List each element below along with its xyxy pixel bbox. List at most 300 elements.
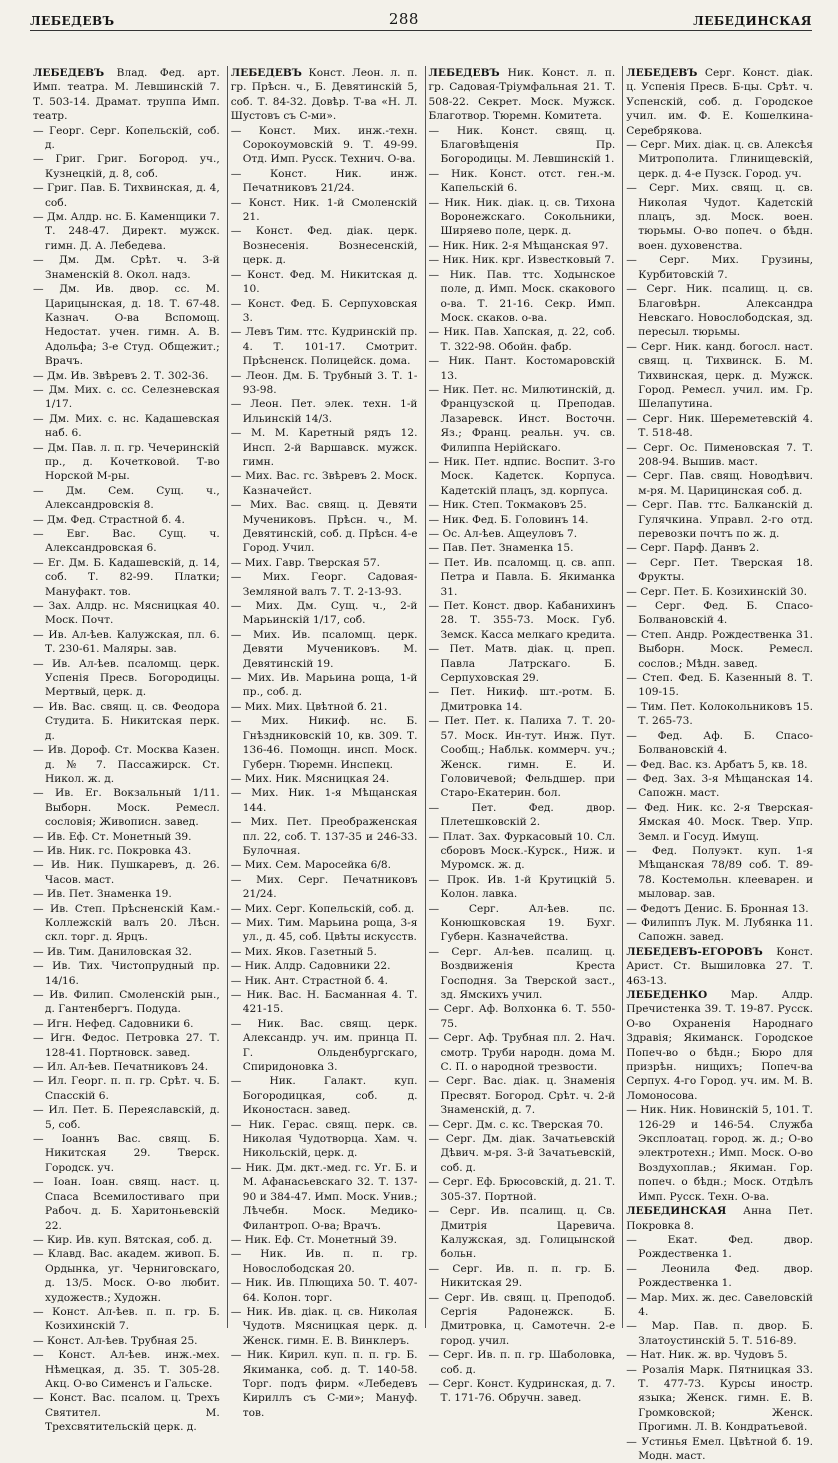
directory-entry (429, 1291, 616, 1349)
directory-entry (429, 1377, 616, 1406)
entry-text: — Серг. Пав. ттс. Балканскій д. Гулячкина. Управл. 2-го отд. перевозки почтъ по ж. д. (626, 499, 813, 540)
entry-text: — Серг. Ив. свящ. ц. Преподоб. Сергія Радонежск. Б. Дмитровка, ц. Самотечн. 2-е город. учил. (428, 1291, 616, 1347)
directory-entry (626, 1262, 813, 1291)
entry-text: — Пет. Матв. діак. ц. преп. Павла Латрскаго. Б. Серпуховская 29. (428, 643, 616, 685)
entry-text: — Фед. Вас. кз. Арбатъ 5, кв. 18. (626, 758, 808, 771)
entry-text: — Серг. Аф. Трубная пл. 2. Нач. смотр. Труби народн. дома М. С. П. о народной трезвости. (428, 1032, 616, 1074)
entry-text: — Ник. Ник. діак. ц. св. Тихона Воронежскаго. Сокольники, Ширяево поле, церк. д. (428, 196, 616, 238)
entry-text: — Ник. Ант. Страстной б. 4. (230, 974, 388, 987)
directory-entry (626, 801, 813, 844)
directory-entry (626, 498, 813, 541)
directory-entry (626, 1204, 813, 1233)
entry-text: — Серг. Пет. Б. Козихинскій 30. (626, 585, 808, 598)
entry-text: — Конст. Ал-ѣев. инж.-мех. Нѣмецкая, д. 35. Т. 305-28. Акц. О-во Сименсъ и Гальске. (33, 1349, 220, 1390)
directory-entry (626, 585, 813, 599)
directory-entry (429, 1002, 616, 1031)
entry-text: — Леон. Дм. Б. Трубный 3. Т. 1-93-98. (230, 369, 418, 396)
entry-text: — Конст. Мих. инж.-техн. Сорокоумовскій 9. Т. 49-99. Отд. Имп. Русск. Технич. О-ва. (230, 124, 418, 166)
directory-entry (231, 959, 418, 973)
entry-text: — Серг. Ник. канд. богосл. наст. свящ. ц. Тихвинск. Б. М. Тихвинская, церк. д. Мужск. Город. Ремесл. учил. им. Гр. Шелапутина. (626, 340, 813, 411)
directory-entry (626, 758, 813, 772)
entry-text: — Конст. Фед. Б. Серпуховская 3. (230, 297, 418, 324)
entry-text: Анна Пет. Покровка 8. (626, 1205, 813, 1232)
directory-entry (33, 66, 220, 124)
entry-text: — Серг. Вас. діак. ц. Знаменія Пресвят. Богород. Срѣт. ч. 2-й Знаменскій, д. 7. (428, 1075, 616, 1117)
entry-text: — М. М. Каретный рядъ 12. Инсп. 2-й Варшавск. мужск. гимн. (230, 427, 418, 468)
directory-entry (231, 714, 418, 772)
column-4 (622, 66, 816, 1462)
entry-text: — Серг. Мих. Грузины, Курбитовскій 7. (626, 254, 813, 281)
entry-text: — Клавд. Вас. академ. живоп. Б. Ордынка, уг. Черниговскаго, д. 13/5. Моск. О-во любит. художеств.; Художн. (33, 1248, 220, 1304)
directory-entry (33, 844, 220, 858)
entry-text: — Мих. Вас. свящ. ц. Девяти Мучениковъ. Прѣсн. ч., М. Девятинскій, соб. д. Прѣсн. 4-е Город. Учил. (230, 499, 418, 555)
entry-text: — Серг. Дм. с. кс. Тверская 70. (428, 1118, 604, 1131)
directory-entry (429, 513, 616, 527)
directory-entry (231, 628, 418, 671)
directory-entry (231, 124, 418, 167)
directory-entry (429, 1175, 616, 1204)
directory-entry (626, 1348, 813, 1362)
entry-text: — Григ. Григ. Богород. уч., Кузнецкій, д. 8, соб. (33, 153, 220, 180)
entry-text: — Кир. Ив. куп. Вятская, соб. д. (33, 1233, 213, 1246)
directory-entry (33, 556, 220, 599)
entry-text: — Георг. Серг. Копельскій, соб. д. (33, 124, 220, 152)
entry-text: — Серг. Мих. свящ. ц. св. Николая Чудот. Кадетскій плацъ, зд. Моск. воен. тюрьмы. О-во попеч. о бѣдн. воен. духовенства. (626, 182, 813, 252)
directory-entry (33, 700, 220, 743)
entry-text: — Ив. Тим. Даниловская 32. (33, 945, 192, 958)
directory-entry (626, 902, 813, 916)
surname-heading: ЛЕБЕДЕВЪ (33, 67, 105, 79)
directory-entry (231, 815, 418, 858)
entry-text: — Ег. Дм. Б. Кадашевскій, д. 14, соб. Т. 82-99. Платки; Мануфакт. тов. (33, 556, 220, 598)
directory-entry (33, 887, 220, 901)
entry-text: — Мих. Ник. 1-я Мѣщанская 144. (230, 787, 418, 814)
entry-text: — Ив. Дороф. Ст. Москва Казен. д. № 7. Пассажирск. Ст. Никол. ж. д. (33, 744, 220, 785)
directory-entry (626, 772, 813, 801)
directory-entry (231, 66, 418, 124)
entry-text: — Мих. Георг. Садовая-Земляной валъ 7. Т. 2-13-93. (230, 571, 418, 598)
directory-entry (429, 239, 616, 253)
entry-text: — Мих. Серг. Печатниковъ 21/24. (230, 873, 418, 901)
directory-entry (626, 599, 813, 628)
entry-text: — Фед. Полуэкт. куп. 1-я Мѣщанская 78/89 соб. Т. 89-78. Костемольн. клееварен. и мыловар. зав. (626, 844, 813, 901)
directory-entry (429, 1132, 616, 1175)
directory-entry (429, 599, 616, 642)
directory-entry (33, 152, 220, 181)
directory-entry (33, 657, 220, 700)
directory-entry (231, 786, 418, 815)
entry-text: — Серг. Ник. Шереметевскій 4. Т. 518-48. (626, 412, 813, 440)
entry-text: — Пет. Фед. двор. Плетешковскій 2. (428, 801, 616, 829)
directory-entry (626, 1435, 813, 1463)
directory-entry (626, 1233, 813, 1262)
directory-entry (231, 196, 418, 225)
directory-entry (429, 1118, 616, 1132)
entry-text: — Іоан. Іоан. свящ. наст. ц. Спаса Всемилостиваго при Рабоч. д. Б. Харитоньевскій 22. (33, 1176, 220, 1232)
directory-entry (33, 181, 220, 210)
directory-entry (33, 830, 220, 844)
directory-entry (626, 282, 813, 340)
entry-text: — Тим. Пет. Колокольниковъ 15. Т. 265-73. (626, 700, 813, 728)
entry-text: — Мих. Вас. гс. Звѣревъ 2. Моск. Казначейст. (230, 470, 418, 497)
directory-entry (231, 426, 418, 469)
entry-text: — Ив. Еф. Ст. Монетный 39. (33, 830, 192, 843)
directory-entry (429, 902, 616, 945)
directory-entry (33, 369, 220, 383)
entry-text: — Пет. Ив. псаломщ. ц. св. апп. Петра и Павла. Б. Якиманка 31. (428, 556, 616, 598)
directory-entry (626, 628, 813, 671)
entry-text: — Степ. Фед. Б. Казенный 8. Т. 109-15. (626, 672, 813, 699)
directory-entry (231, 1017, 418, 1075)
entry-text: — Ник. Ник. Новинскій 5, 101. Т. 126-29 и 146-54. Служба Эксплоатац. город. ж. д.; О-во электротехн.; Имп. Моск. О-во Воздухоплав.; Якиман. Гор. попеч. о бѣдн.; Моск. Отдѣлъ Имп. Русск. Техн. О-ва. (626, 1104, 813, 1203)
directory-entry (33, 1017, 220, 1031)
directory-entry (231, 1161, 418, 1233)
entry-text: — Конст. Ал-ѣев. Трубная 25. (33, 1334, 198, 1347)
entry-text: — Ив. Вас. свящ. ц. св. Феодора Студита. Б. Никитская перк. д. (33, 700, 220, 742)
entry-text: — Ник. Пав. Хапская, д. 22, соб. Т. 322-98. Обойн. фабр. (428, 326, 616, 353)
header-left-word: ЛЕБЕДЕВЪ (30, 14, 115, 28)
directory-entry (626, 556, 813, 585)
entry-text: — Серг. Фед. Б. Спасо-Болвановскій 4. (626, 600, 813, 627)
directory-entry (33, 959, 220, 988)
directory-entry (231, 224, 418, 267)
entry-text: — Ник. Пав. ттс. Ходынское поле, д. Имп. Моск. скакового о-ва. Т. 21-16. Секр. Имп. Моск. скаков. о-ва. (428, 268, 616, 324)
directory-entry (429, 1074, 616, 1117)
entry-text: — Ос. Ал-ѣев. Ащеуловъ 7. (428, 528, 578, 540)
entry-text: — Конст. Фед. М. Никитская д. 10. (230, 268, 418, 296)
directory-entry (429, 1348, 616, 1377)
directory-entry (231, 167, 418, 196)
entry-text: — Ник. Пант. Костомаровскій 13. (428, 355, 616, 382)
directory-entry (33, 743, 220, 786)
directory-entry (231, 916, 418, 945)
directory-entry (429, 455, 616, 498)
directory-entry (33, 599, 220, 628)
directory-entry (429, 66, 616, 124)
entry-text: Ник. Конст. л. п. гр. Садовая-Тріумфальная 21. Т. 508-22. Секрет. Моск. Мужск. Благотвор. Тюремн. Комитета. (428, 67, 616, 123)
directory-entry (429, 253, 616, 267)
entry-text: — Ив. Тих. Чистопрудный пр. 14/16. (33, 960, 220, 987)
directory-entry (33, 412, 220, 441)
entry-text: — Пет. Конст. двор. Кабанихинъ 28. Т. 355-73. Моск. Губ. Земск. Касса мелкаго кредита. (428, 600, 616, 641)
entry-text: — Ив. Пет. Знаменка 19. (33, 888, 172, 901)
directory-entry (33, 383, 220, 412)
entry-text: — Мих. Серг. Копельскій, соб. д. (230, 902, 415, 915)
directory-entry (429, 556, 616, 599)
entry-text: — Ник. Вас. свящ. церк. Александр. уч. им. принца П. Г. Ольденбургскаго, Спиридоновка 3. (230, 1017, 418, 1074)
directory-entry (429, 354, 616, 383)
entry-text: — Серг. Ал-ѣев. псалищ. ц. Воздвиженія Креста Господня. За Тверской заст., зд. Ямскихъ учил. (428, 945, 616, 1001)
directory-entry (429, 383, 616, 455)
directory-entry (33, 786, 220, 829)
entry-text: — Ник. Ив. діак. ц. св. Николая Чудотв. Мясницкая церк. д. Женск. гимн. Е. В. Винклеръ. (230, 1305, 418, 1347)
entry-text: — Серг. Ив. п. п. гр. Б. Никитская 29. (428, 1262, 616, 1290)
entry-text: — Мар. Мих. ж. дес. Савеловскій 4. (626, 1291, 813, 1318)
directory-entry (231, 1276, 418, 1305)
directory-entry (429, 945, 616, 1003)
directory-entry (33, 1132, 220, 1175)
entry-text: — Ив. Ег. Вокзальный 1/11. Выборн. Моск. Ремесл. сословія; Живописн. завед. (33, 787, 220, 829)
directory-entry (231, 1348, 418, 1420)
entry-text: — Мих. Ник. Мясницкая 24. (230, 772, 390, 785)
entry-text: — Ник. Еф. Ст. Монетный 39. (230, 1233, 398, 1246)
entry-text: — Ник. Галакт. куп. Богородицкая, соб. д. Иконостасн. завед. (230, 1075, 418, 1117)
entry-text: — Федотъ Денис. Б. Бронная 13. (626, 902, 809, 915)
entry-text: — Конст. Ник. 1-й Смоленскій 21. (230, 196, 418, 224)
entry-text: — Серг. Аф. Волхонка 6. Т. 550-75. (428, 1003, 616, 1030)
page-number: 288 (388, 10, 419, 28)
entry-text: — Игн. Федос. Петровка 27. Т. 128-41. Портновск. завед. (33, 1032, 220, 1059)
entry-text: — Евг. Вас. Сущ. ч. Александровская 6. (33, 528, 220, 555)
entry-text: — Мих. Дм. Сущ. ч., 2-й Марьинскій 1/17, соб. (230, 600, 418, 627)
entry-text: — Пет. Пет. к. Палиха 7. Т. 20-57. Моск. Ин-тут. Инж. Пут. Сообщ.; Набльк. коммерч. уч.; Женск. гимн. Е. И. Головичевой; Фельдшер. при Старо-Екатерин. бол. (428, 715, 616, 800)
entry-text: — Устинья Емел. Цвѣтной б. 19. Модн. маст. (626, 1435, 813, 1462)
entry-text: — Конст. Вас. псалом. ц. Трехъ Святител. М. Трехсвятительскій церк. д. (33, 1392, 220, 1434)
entry-text: — Дм. Сем. Сущ. ч., Александровскія 8. (33, 484, 220, 512)
directory-entry (33, 1031, 220, 1060)
entry-text: — Серг. Ив. псалищ. ц. Св. Дмитрія Царевича. Калужская, зд. Голицынской больн. (428, 1205, 616, 1261)
directory-entry (33, 1334, 220, 1348)
directory-entry (429, 1262, 616, 1291)
columns-container (30, 66, 816, 1462)
directory-entry (626, 700, 813, 729)
entry-text: — Серг. Мих. діак. ц. св. Алексѣя Митрополита. Глинищевскій, церк. д. 4-е Пузск. Город. уч. (626, 139, 813, 180)
entry-text: — Ник. Конст. свящ. ц. Благовѣщенія Пр. Богородицы. М. Левшинскій 1. (428, 124, 616, 166)
entry-text: — Ник. Ник. 2-я Мѣщанская 97. (428, 239, 609, 252)
entry-text: — Мих. Ив. Марьина роща, 1-й пр., соб. д. (230, 672, 418, 699)
directory-entry (231, 858, 418, 872)
directory-entry (429, 642, 616, 685)
directory-entry (33, 1103, 220, 1132)
entry-text: Влад. Фед. арт. Имп. театра. М. Левшинскій 7. Т. 503-14. Драмат. труппа Имп. театр. (33, 67, 220, 123)
entry-text: — Левъ Тим. ттс. Кудринскій пр. 4. Т. 101-17. Смотрит. Прѣсненск. Полицейск. дома. (230, 326, 418, 368)
entry-text: — Екат. Фед. двор. Рождественка 1. (626, 1233, 813, 1261)
entry-text: — Дм. Мих. с. сс. Селезневская 1/17. (33, 383, 220, 411)
entry-text: — Ив. Филип. Смоленскій рын., д. Гантенбергъ. Подуда. (33, 989, 220, 1016)
directory-entry (33, 527, 220, 556)
entry-text: — Ник. Ив. Плющиха 50. Т. 407-64. Колон. торг. (230, 1277, 418, 1304)
entry-text: — Ник. Фед. Б. Головинъ 14. (428, 513, 589, 526)
directory-entry (626, 1103, 813, 1204)
directory-entry (626, 253, 813, 282)
directory-entry (231, 772, 418, 786)
directory-entry (231, 700, 418, 714)
entry-text: — Фед. Ник. кс. 2-я Тверская-Ямская 40. Моск. Твер. Упр. Земл. и Госуд. Имущ. (626, 801, 813, 843)
entry-text: — Розалія Марк. Пятницкая 33. Т. 477-73. Курсы иностр. языка; Женск. гимн. Е. В. Громковской; Женск. Прогимн. Л. В. Кондратьевой. (626, 1363, 813, 1434)
entry-text: — Ник. Дм. дкт.-мед. гс. Уг. Б. и М. Афанасьевскаго 32. Т. 137-90 и 384-47. Имп. Моск. Унив.; Лѣчебн. Моск. Медико-Филантроп. О-ва; Врачъ. (230, 1161, 418, 1232)
surname-heading: ЛЕБЕДЕВЪ (626, 67, 698, 79)
entry-text: — Дм. Ив. Звѣревъ 2. Т. 302-36. (33, 369, 209, 382)
directory-entry (33, 124, 220, 153)
entry-text: — Степ. Андр. Рождественка 31. Выборн. Моск. Ремесл. сослов.; Мѣдн. завед. (626, 628, 813, 670)
directory-entry (626, 1291, 813, 1320)
entry-text: — Ив. Степ. Прѣсненскій Кам.-Коллежскій валъ 20. Лѣсн. скл. торг. д. Ярцъ. (33, 902, 220, 944)
header-right-word: ЛЕБЕДИНСКАЯ (693, 14, 812, 28)
directory-entry (626, 916, 813, 945)
entry-text: — Зах. Алдр. нс. Мясницкая 40. Моск. Почт. (33, 600, 220, 627)
entry-text: — Нат. Ник. ж. вр. Чудовъ 5. (626, 1349, 788, 1362)
entry-text: — Мих. Гавр. Тверская 57. (230, 556, 380, 569)
directory-entry (33, 253, 220, 282)
directory-entry (626, 181, 813, 253)
directory-entry (231, 369, 418, 398)
surname-heading: ЛЕБЕДЕВЪ (428, 67, 500, 79)
entry-text: — Серг. Парф. Данвъ 2. (626, 542, 760, 555)
directory-entry (231, 1247, 418, 1276)
directory-entry (33, 1305, 220, 1334)
directory-entry (33, 210, 220, 253)
directory-entry (231, 498, 418, 556)
directory-entry (33, 1247, 220, 1305)
directory-entry (626, 945, 813, 988)
entry-text: — Филиппъ Лук. М. Лубянка 11. Сапожн. завед. (626, 916, 813, 944)
entry-text: — Серг. Конст. Кудринская, д. 7. Т. 171-76. Обручн. завед. (428, 1377, 616, 1405)
directory-entry (429, 527, 616, 541)
entry-text: — Серг. Ник. псалищ. ц. св. Благовѣрн. Александра Невскаго. Новослободская, зд. пересыл. тюрьмы. (626, 283, 813, 339)
directory-entry (231, 1305, 418, 1348)
entry-text: — Фед. Аф. Б. Спасо-Болвановскій 4. (626, 729, 813, 757)
directory-entry (626, 66, 813, 138)
column-3 (425, 66, 619, 1405)
directory-entry (33, 945, 220, 959)
entry-text: Серг. Конст. діак. ц. Успенія Пресв. Б-цы. Срѣт. ч. Успенскій, соб. д. Городское учил. им. Ф. Е. Кошелкина-Серебрякова. (626, 67, 813, 137)
entry-text: — Мих. Пет. Преображенская пл. 22, соб. Т. 137-35 и 246-33. Булочная. (230, 816, 418, 857)
directory-entry (231, 325, 418, 368)
directory-entry (231, 902, 418, 916)
directory-entry (33, 1074, 220, 1103)
directory-entry (429, 167, 616, 196)
entry-text: — Дм. Дм. Срѣт. ч. 3-й Знаменскій 8. Окол. надз. (33, 254, 220, 281)
entry-text: — Серг. Пав. свящ. Новодѣвич. м-ря. М. Царицинская соб. д. (626, 470, 813, 497)
entry-text: — Ник. Алдр. Садовники 22. (230, 960, 391, 973)
entry-text: — Мих. Никиф. нс. Б. Гнѣздниковскій 10, кв. 309. Т. 136-46. Помощн. инсп. Моск. Губерн. Тюремн. Инспекц. (230, 715, 418, 771)
entry-text: — Дм. Фед. Страстной б. 4. (33, 513, 185, 526)
directory-entry (33, 858, 220, 887)
entry-text: — Плат. Зах. Фуркасовый 10. Сл. сборовъ Моск.-Курск., Ниж. и Муромск. ж. д. (428, 830, 616, 872)
entry-text: — Ник. Ник. крг. Известковый 7. (428, 254, 615, 267)
entry-text: — Дм. Алдр. нс. Б. Каменщики 7. Т. 248-47. Директ. мужск. гимн. Д. А. Лебедева. (33, 211, 220, 252)
entry-text: — Мих. Яков. Газетный 5. (230, 945, 377, 958)
directory-entry (33, 513, 220, 527)
entry-text: — Ник. Пет. ндпис. Воспит. 3-го Моск. Кадетск. Корпуса. Кадетскій плацъ, зд. корпуса. (428, 455, 616, 497)
surname-heading: ЛЕБЕДЕВЪ-ЕГОРОВЪ (626, 945, 763, 958)
directory-entry (231, 469, 418, 498)
directory-entry (626, 671, 813, 700)
directory-entry (231, 268, 418, 297)
directory-entry (33, 282, 220, 368)
entry-text: — Ил. Ал-ѣев. Печатниковъ 24. (33, 1061, 209, 1074)
directory-entry (231, 556, 418, 570)
running-header (30, 6, 812, 31)
entry-text: — Конст. Фед. діак. церк. Вознесенія. Вознесенскій, церк. д. (230, 225, 418, 267)
directory-entry (429, 498, 616, 512)
entry-text: — Ив. Ал-ѣев. псаломщ. церк. Успенія Пресв. Богородицы. Мертвый, церк. д. (33, 657, 220, 699)
entry-text: — Мих. Мих. Цвѣтной б. 21. (230, 700, 388, 713)
directory-entry (231, 397, 418, 426)
directory-entry (231, 1074, 418, 1117)
entry-text: Мар. Алдр. Пречистенка 39. Т. 19-87. Русск. О-во Охраненія Народнаго Здравія; Якиманск. Городское Попеч-во о бѣдн.; Бюро для призрѣн. нищихъ; Попеч-ва Серпух. 4-го Город. уч. им. М. В. Ломоносова. (626, 989, 813, 1102)
entry-text: — Серг. Ос. Пименовская 7. Т. 208-94. Вышив. маст. (626, 441, 813, 468)
entry-text: — Ив. Ник. Пушкаревъ, д. 26. Часов. маст. (33, 859, 220, 886)
entry-text: — Іоаннъ Вас. свящ. Б. Никитская 29. Тверск. Городск. уч. (33, 1133, 220, 1174)
directory-entry (429, 1031, 616, 1074)
entry-text: — Пет. Никиф. шт.-ротм. Б. Дмитровка 14. (428, 686, 616, 713)
directory-entry (231, 570, 418, 599)
directory-entry (231, 873, 418, 902)
directory-entry (33, 628, 220, 657)
directory-entry (33, 1175, 220, 1233)
directory-entry (429, 268, 616, 326)
entry-text: — Дм. Пав. л. п. гр. Чечеринскій пр., д. Кочетковой. Т-во Норской М-ры. (33, 441, 220, 483)
entry-text: — Серг. Пет. Тверская 18. Фрукты. (626, 556, 813, 584)
directory-entry (429, 1204, 616, 1262)
directory-entry (231, 1233, 418, 1247)
entry-text: — Дм. Ив. двор. сс. М. Царицынская, д. 18. Т. 67-48. Казнач. О-ва Вспомощ. Недостат. учен. гимн. А. В. Адольфа; 3-е Студ. Общежит.; Врачъ. (33, 283, 220, 368)
entry-text: — Ил. Пет. Б. Переяславскій, д. 5, соб. (33, 1104, 220, 1131)
surname-heading: ЛЕБЕДЕНКО (626, 989, 708, 1001)
entry-text: — Мар. Пав. п. двор. Б. Златоустинскій 5. Т. 516-89. (626, 1320, 813, 1347)
entry-text: — Ник. Ив. п. п. гр. Новослободская 20. (230, 1248, 418, 1275)
entry-text: — Дм. Мих. с. нс. Кадашевская наб. 6. (33, 412, 220, 440)
entry-text: — Леон. Пет. элек. техн. 1-й Ильинскій 14/3. (230, 398, 418, 425)
directory-entry (231, 1118, 418, 1161)
directory-entry (626, 844, 813, 902)
directory-entry (626, 441, 813, 470)
entry-text: — Ник. Герас. свящ. перк. св. Николая Чудотворца. Хам. ч. Никольскій, церк. д. (230, 1118, 418, 1160)
entry-text: — Пав. Пет. Знаменка 15. (428, 542, 574, 555)
directory-entry (429, 714, 616, 800)
entry-text: — Ив. Ник. гс. Покровка 43. (33, 844, 192, 857)
entry-text: — Ив. Ал-ѣев. Калужская, пл. 6. Т. 230-61. Маляры. зав. (33, 628, 220, 656)
directory-entry (33, 1060, 220, 1074)
directory-entry (33, 1391, 220, 1434)
entry-text: — Ил. Георг. п. п. гр. Срѣт. ч. Б. Спасскій 6. (33, 1075, 220, 1102)
entry-text: Конст. Арист. Ст. Вышиловка 27. Т. 463-13. (626, 945, 813, 987)
directory-entry (626, 469, 813, 498)
entry-text: — Серг. Еф. Брюсовскій, д. 21. Т. 305-37. Портной. (428, 1176, 616, 1203)
column-1 (30, 66, 223, 1434)
entry-text: — Мих. Тим. Марьина роща, 3-я ул., д. 45, соб. Цвѣты искусств. (230, 916, 418, 944)
entry-text: — Конст. Ник. инж. Печатниковъ 21/24. (230, 167, 418, 195)
directory-entry (626, 729, 813, 758)
directory-entry (626, 1363, 813, 1435)
directory-entry (626, 1319, 813, 1348)
directory-entry (429, 801, 616, 830)
directory-entry (33, 1233, 220, 1247)
entry-text: — Серг. Ал-ѣев. пс. Конюшковская 19. Бухг. Губерн. Казначейства. (428, 902, 616, 944)
directory-entry (33, 902, 220, 945)
directory-entry (429, 873, 616, 902)
directory-entry (626, 541, 813, 555)
directory-entry (429, 541, 616, 555)
entry-text: — Ник. Степ. Токмаковъ 25. (428, 499, 587, 512)
directory-entry (429, 124, 616, 167)
entry-text: — Конст. Ал-ѣев. п. п. гр. Б. Козихинскій 7. (33, 1305, 220, 1333)
directory-entry (626, 138, 813, 181)
directory-entry (33, 441, 220, 484)
directory-entry (231, 671, 418, 700)
entry-text: — Григ. Пав. Б. Тихвинская, д. 4, соб. (33, 182, 220, 209)
directory-entry (429, 685, 616, 714)
entry-text: — Ник. Кирил. куп. п. п. гр. Б. Якиманка, соб. д. Т. 140-58. Торг. подъ фирм. «Лебедевъ Кириллъ съ С-ми»; Мануф. тов. (230, 1349, 418, 1419)
directory-entry (33, 484, 220, 513)
entry-text: — Мих. Сем. Маросейка 6/8. (230, 859, 391, 872)
directory-entry (429, 325, 616, 354)
directory-entry (33, 988, 220, 1017)
entry-text: — Серг. Дм. діак. Зачатьевскій Дѣвич. м-ря. 3-й Зачатьевскій, соб. д. (428, 1133, 616, 1174)
entry-text: — Фед. Зах. 3-я Мѣщанская 14. Сапожн. маст. (626, 772, 813, 800)
directory-entry (231, 945, 418, 959)
